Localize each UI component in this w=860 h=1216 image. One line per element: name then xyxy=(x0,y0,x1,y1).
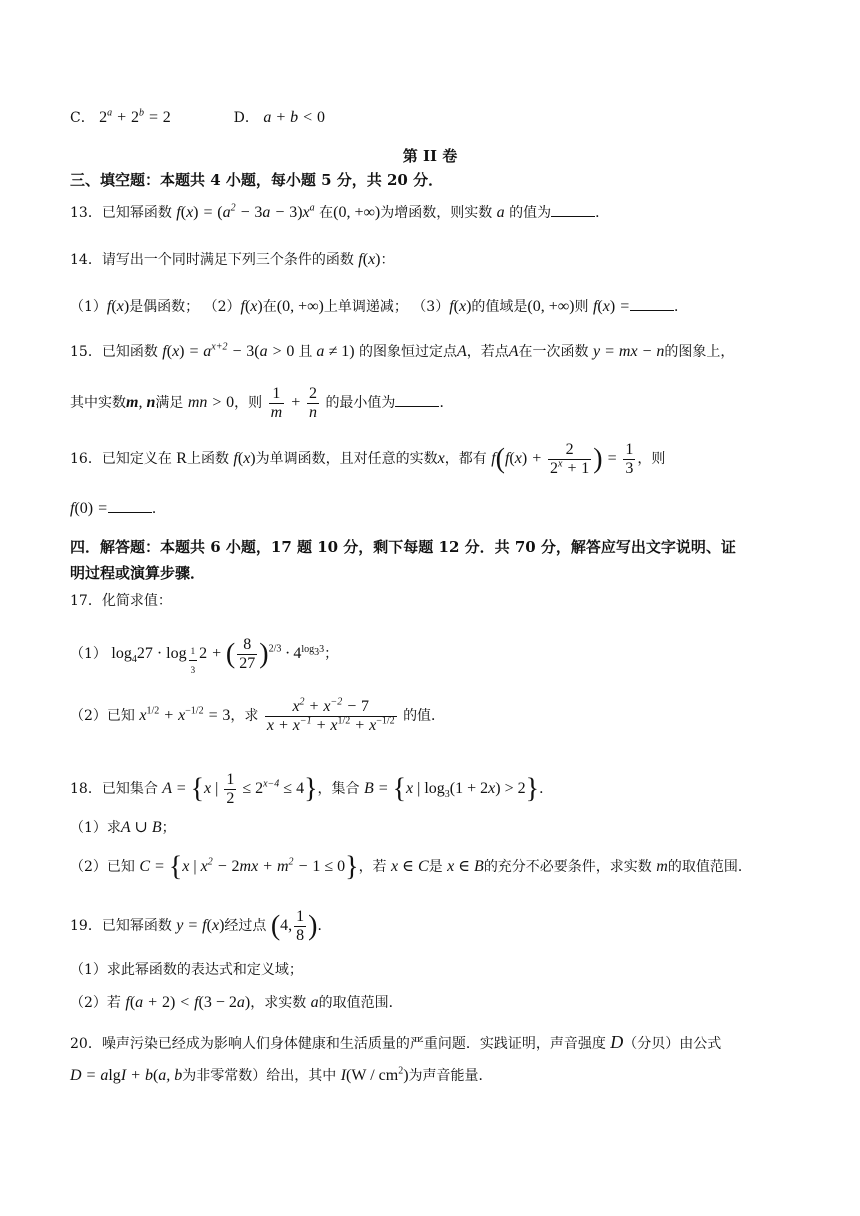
q15-line: y = mx − n xyxy=(592,343,665,360)
q17-part1-expr: $\log_427 \cdot \log$ $_{\frac{1}{3}}$ 2 + ( $\frac{8}{27}$ )$^{2/3} \cdot 4^{log_33}$ xyxy=(111,636,325,675)
option-d-label: D． xyxy=(233,110,259,126)
q15-end: ． xyxy=(439,395,454,412)
question-19 xyxy=(70,908,332,945)
q16-f0: f(0) = xyxy=(70,500,108,517)
q13-number: 13． xyxy=(70,205,102,221)
q14-fx: f(x) xyxy=(240,298,263,315)
q13-text-3: 为增函数，则实数 xyxy=(380,205,493,221)
q14-text: 请写出一个同时满足下列三个条件的函数 xyxy=(101,252,354,268)
q15-text-6: 其中实数 xyxy=(70,395,126,412)
q16-text-4: ，都有 xyxy=(444,451,487,468)
q16-text-3: 为单调函数，且对任意的实数 xyxy=(255,451,438,468)
q16-fx: f(x) xyxy=(233,450,256,468)
q16-number: 16． xyxy=(70,451,102,468)
question-13 xyxy=(70,202,609,223)
q16-equation: f(f(x) + $\frac{2}{2^x + 1}$ ) = $\frac{1}{3}$ xyxy=(491,441,634,477)
q16-set-r: R xyxy=(176,450,187,468)
q14-fx: f(x) xyxy=(106,298,130,315)
q15-text-3: ，若点 xyxy=(466,344,509,360)
q13-interval: (0, +∞) xyxy=(333,204,381,221)
q14-range: (0, +∞) xyxy=(527,298,575,315)
q14-fx: f(x) xyxy=(358,251,381,268)
q18-number: 18． xyxy=(70,781,102,798)
q14-cond3-text: 的值域是 xyxy=(471,299,528,315)
question-17-part1 xyxy=(70,636,338,679)
q19-point: (4, $\frac{1}{8}$ ) xyxy=(270,908,318,944)
q16-text-2: 上函数 xyxy=(186,451,229,468)
q18-set-c: C = {x | $x^2 - 2mx + m^2 - 1 \le 0$} xyxy=(139,851,359,883)
q18-part1-end: ； xyxy=(161,820,176,836)
q18-part2-text-5: 的取值范围． xyxy=(667,859,752,875)
question-19-part1: （1）求此幂函数的表达式和定义域； xyxy=(70,962,303,978)
q19-part2-text-2: ，求实数 xyxy=(250,995,307,1011)
q15-point-a: A xyxy=(508,343,519,360)
question-16 xyxy=(70,441,665,478)
q15-number: 15． xyxy=(70,344,102,360)
q15-formula: $f(x) = a^{x+2} - 3(a > 0$ 且 a ≠ 1) xyxy=(162,341,355,360)
q18-union: A ∪ B xyxy=(120,819,162,836)
question-18 xyxy=(70,771,553,808)
q18-set-a: A = {x | $\frac{1}{2}$ ≤ $2^{x-4} \le 4$} xyxy=(162,771,318,807)
q15-text-4: 在一次函数 xyxy=(518,344,589,360)
q14-text-2: ： xyxy=(380,252,395,268)
q20-var-d: D xyxy=(610,1032,624,1052)
q18-part2-text-2: ，若 xyxy=(358,859,387,875)
q18-text: 已知集合 xyxy=(101,781,158,798)
q17-part2-text: ，求 xyxy=(230,708,259,725)
q19-text: 已知幂函数 xyxy=(101,918,172,935)
q16-text: 已知定义在 xyxy=(101,451,172,468)
answer-blank[interactable] xyxy=(551,202,595,217)
section-title: 第 II 卷 xyxy=(402,147,458,165)
q14-end: ． xyxy=(673,299,688,315)
q14-cond1-text: 是偶函数； xyxy=(129,299,200,315)
answer-blank[interactable] xyxy=(395,392,439,407)
q15-text-9: 的最小值为 xyxy=(325,395,396,412)
q17-number: 17． xyxy=(70,593,102,609)
option-c-label: C． xyxy=(70,110,95,126)
question-20 xyxy=(70,1032,721,1054)
question-17-part2 xyxy=(70,698,445,735)
q15-cond: mn > 0 xyxy=(187,394,235,412)
q15-vars: m, n xyxy=(126,394,156,412)
q16-x: x xyxy=(437,450,445,468)
part3-heading: 三、填空题：本题共 4 小题，每小题 5 分，共 20 分． xyxy=(70,171,444,189)
question-18-part2 xyxy=(70,851,752,883)
q17-semicolon: ； xyxy=(324,646,339,663)
question-20-line2 xyxy=(70,1066,493,1086)
question-14 xyxy=(70,250,395,270)
q17-part1-label: （1） xyxy=(70,646,107,663)
q18-part1-text: （1）求 xyxy=(70,820,121,836)
q14-interval: (0, +∞) xyxy=(276,298,324,315)
q18-set-b: B = {x | $\log_3(1 + 2x) > 2$} xyxy=(363,773,540,805)
q16-end: ． xyxy=(151,501,166,517)
q19-part2-text-3: 的取值范围． xyxy=(318,995,403,1011)
q13-var-a: a xyxy=(496,204,505,221)
q15-text: 已知函数 xyxy=(101,344,158,360)
part4-heading-line2: 明过程或演算步骤． xyxy=(70,564,206,582)
q14-cond2-text-2: 上单调递减； xyxy=(323,299,408,315)
q13-text-4: 的值为 xyxy=(509,205,552,221)
q14-fx-eq: f(x) = xyxy=(592,298,630,315)
q14-cond2-text: 在 xyxy=(262,299,277,315)
q17-part2-text-2: 的值． xyxy=(403,708,446,725)
q20-text-3: 为非零常数）给出，其中 xyxy=(182,1068,337,1084)
q16-text-5: ，则 xyxy=(637,451,666,468)
q18-part2-text-3: 是 xyxy=(428,859,443,875)
question-16-line2 xyxy=(70,498,166,519)
q13-end: ． xyxy=(595,205,610,221)
q15-text-7: 满足 xyxy=(155,395,184,412)
question-14-conditions xyxy=(70,296,688,317)
q19-function: y = f(x) xyxy=(176,917,225,935)
q17-part2-fraction: $\frac{x^2 + x^{-2} - 7}{x + x^{-1} + x^{1/2} + x^{-1/2}}$ xyxy=(266,696,395,734)
q19-var-a: a xyxy=(310,994,319,1011)
q20-unit: $I(W / cm^2)$ xyxy=(340,1065,409,1084)
q14-cond2-label: （2） xyxy=(203,299,241,315)
q19-text-2: 经过点 xyxy=(224,918,267,935)
question-17 xyxy=(70,591,172,611)
q20-text: 噪声污染已经成为影响人们身体健康和生活质量的严重问题．实践证明，声音强度 xyxy=(101,1036,606,1052)
option-d-expr: a + b < 0 xyxy=(263,109,325,126)
q20-formula: D = algI + b(a, b xyxy=(70,1067,183,1084)
q15-text-5: 的图象上， xyxy=(664,344,735,360)
q15-expr: $\frac{1}{m}$ + $\frac{2}{n}$ xyxy=(270,385,317,421)
q18-part2-text-4: 的充分不必要条件，求实数 xyxy=(483,859,652,875)
q14-cond3-label: （3） xyxy=(412,299,450,315)
q17-part2-label: （2）已知 xyxy=(70,708,135,725)
q20-text-2: （分贝）由公式 xyxy=(623,1036,722,1052)
q18-var-m: m xyxy=(656,858,668,875)
q18-x-in-b: x ∈ B xyxy=(447,858,484,875)
q19-inequality: f(a + 2) < f(3 − 2a) xyxy=(125,994,251,1011)
question-15-line2 xyxy=(70,385,453,422)
q18-x-in-c: x ∈ C xyxy=(391,858,429,875)
option-row xyxy=(70,108,325,128)
q19-end: ． xyxy=(317,918,332,935)
q19-part2-text: （2）若 xyxy=(70,995,121,1011)
q20-text-4: 为声音能量． xyxy=(408,1068,493,1084)
q18-text-2: ，集合 xyxy=(317,781,360,798)
q15-text-2: 的图象恒过定点 xyxy=(358,344,457,360)
q18-end: ． xyxy=(539,781,554,798)
q17-title: 化简求值： xyxy=(101,593,172,609)
question-19-part2 xyxy=(70,993,403,1013)
q15-point-a: A xyxy=(456,343,467,360)
q17-part2-given: $x^{1/2} + x^{-1/2} = 3$ xyxy=(139,705,231,725)
q14-number: 14． xyxy=(70,252,102,268)
q13-text: 已知幂函数 xyxy=(101,205,172,221)
option-c-expr: $2^a + 2^b = 2$ xyxy=(99,107,171,126)
q18-part2-text: （2）已知 xyxy=(70,859,135,875)
q14-cond1-label: （1） xyxy=(70,299,107,315)
q14-cond3-text-2: 则 xyxy=(574,299,589,315)
question-18-part1 xyxy=(70,818,176,838)
q20-number: 20． xyxy=(70,1036,102,1052)
q14-fx: f(x) xyxy=(449,298,472,315)
q15-text-8: ，则 xyxy=(234,395,263,412)
q13-text-2: 在 xyxy=(319,205,334,221)
q13-formula: $f(x) = (a^2 - 3a - 3)x^a$ xyxy=(176,202,315,221)
answer-blank[interactable] xyxy=(108,498,152,513)
part4-heading-line1: 四．解答题：本题共 6 小题，17 题 10 分，剩下每题 12 分．共 70 分，解答应写出文字说明、证 xyxy=(70,538,736,556)
q19-number: 19． xyxy=(70,918,102,935)
question-15 xyxy=(70,342,734,362)
answer-blank[interactable] xyxy=(630,296,674,311)
